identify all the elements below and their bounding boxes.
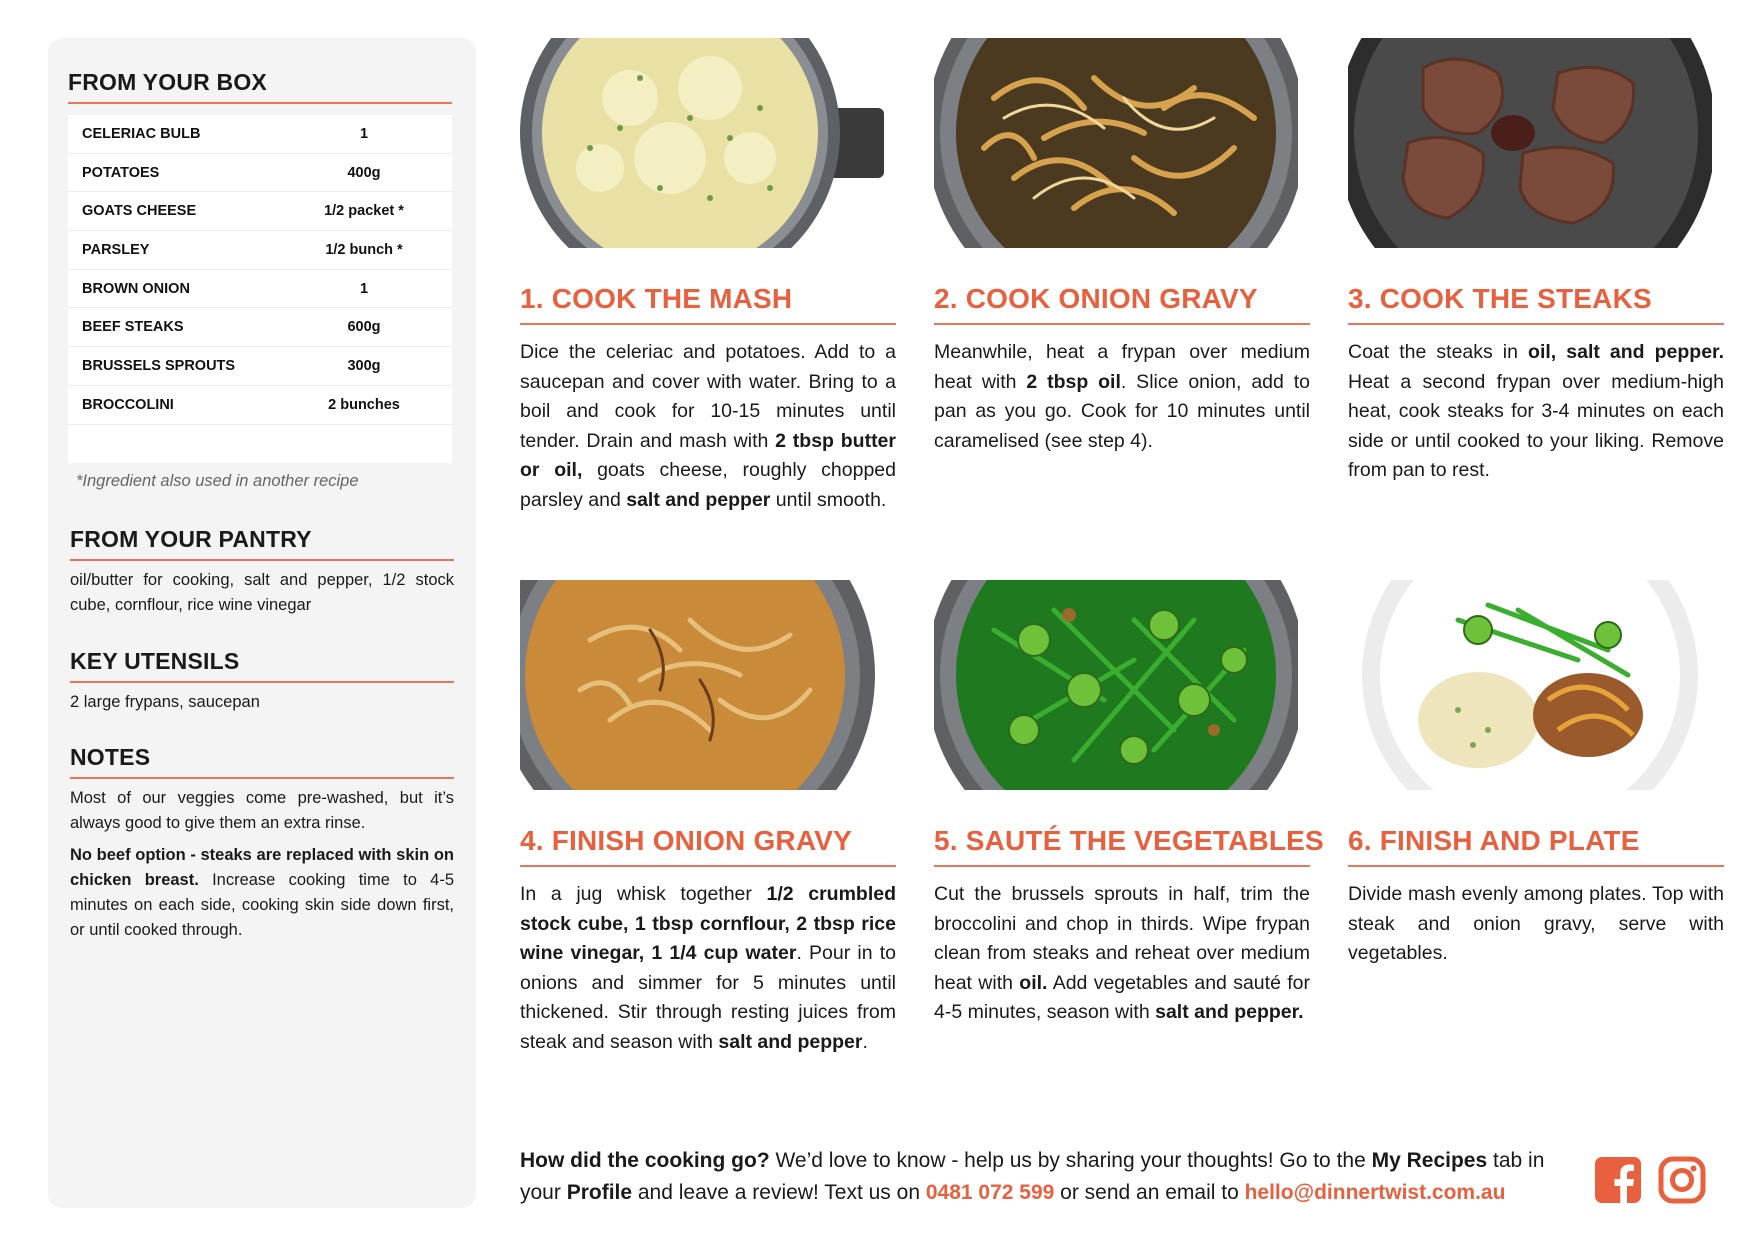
step-2 bbox=[934, 38, 1310, 452]
gravy-pan-image bbox=[520, 580, 884, 790]
mash-pan-image bbox=[520, 38, 884, 248]
ingredient-qty: 1/2 bunch * bbox=[325, 241, 403, 258]
step-4-photo bbox=[520, 580, 884, 790]
ingredient-qty: 400g bbox=[347, 164, 381, 181]
ingredient-row bbox=[68, 154, 452, 193]
ingredient-qty: 300g bbox=[347, 357, 381, 374]
step-text-bold: 1/2 crumbled stock cube, 1 tbsp cornflour, 2 tbsp rice wine vinegar, 1 1/4 cup water bbox=[520, 883, 896, 964]
ingredient-qty: 1 bbox=[359, 280, 369, 297]
my-recipes-label: My Recipes bbox=[1371, 1149, 1488, 1172]
step-text-span: Add vegetables and sauté for 4-5 minutes, season with bbox=[934, 971, 1310, 1023]
ingredient-name: POTATOES bbox=[82, 164, 160, 181]
step-text-span: . bbox=[862, 1030, 868, 1053]
step-text-span: Dice the celeriac and potatoes. Add to a saucepan and cover with water. Bring to a boil and cook for 10-15 minutes until tender. Drain and mash with bbox=[520, 341, 896, 452]
step-3-text bbox=[1348, 338, 1724, 486]
step-text-span: Cut the brussels sprouts in half, trim the broccolini and chop in thirds. Wipe frypan clean from steaks and reheat over medium heat with bbox=[934, 883, 1310, 994]
step-4-rule bbox=[520, 865, 896, 867]
ingredient-qty: 2 bunches bbox=[328, 396, 400, 413]
feedback-footer bbox=[520, 1145, 1590, 1209]
ingredient-name: PARSLEY bbox=[82, 241, 150, 258]
step-3-title: 3. COOK THE STEAKS bbox=[1348, 283, 1652, 314]
plated-dish-image bbox=[1348, 580, 1712, 790]
footer-text-2: tab in your bbox=[520, 1149, 1545, 1204]
step-text-bold: salt and pepper bbox=[626, 488, 771, 511]
step-text-span: Heat a second frypan over medium-high heat, cook steaks for 3-4 minutes on each side or until cooked to your liking. Remove from pan to rest. bbox=[1348, 370, 1724, 481]
step-text-span: until smooth. bbox=[770, 488, 887, 511]
ingredient-row bbox=[68, 270, 452, 309]
footer-text-1: We’d love to know - help us by sharing your thoughts! Go to the bbox=[769, 1149, 1372, 1172]
ingredient-footnote: *Ingredient also used in another recipe bbox=[76, 472, 359, 490]
step-text-span: . Slice onion, add to pan as you go. Cook for 10 minutes until caramelised (see step 4). bbox=[934, 370, 1310, 452]
step-2-title: 2. COOK ONION GRAVY bbox=[934, 283, 1258, 314]
utensils-heading-rule bbox=[70, 681, 454, 683]
step-4 bbox=[520, 580, 896, 1053]
ingredient-name: CELERIAC BULB bbox=[82, 125, 201, 142]
notes-no-beef-rest: Increase cooking time to 4-5 minutes on each side, cooking skin side down first, or until cooked through. bbox=[70, 871, 455, 939]
onion-pan-image bbox=[934, 38, 1298, 248]
step-text-bold: 2 tbsp oil bbox=[1026, 370, 1121, 393]
step-text-span: goats cheese, roughly chopped parsley and bbox=[520, 459, 896, 511]
step-6-rule bbox=[1348, 865, 1724, 867]
footer-question: How did the cooking go? bbox=[520, 1149, 770, 1172]
pantry-heading-rule bbox=[70, 559, 454, 561]
step-4-title: 4. FINISH ONION GRAVY bbox=[520, 825, 852, 856]
step-text-span: Meanwhile, heat a frypan over medium heat with bbox=[934, 341, 1310, 393]
step-6-photo bbox=[1348, 580, 1712, 790]
ingredient-name: BROCCOLINI bbox=[82, 396, 174, 413]
notes-heading-rule bbox=[70, 777, 454, 779]
step-6-text bbox=[1348, 880, 1724, 969]
step-text-span: . Pour in to onions and simmer for 5 minutes until thickened. Stir through resting juices from steak and season with bbox=[520, 942, 896, 1053]
step-5-title: 5. SAUTÉ THE VEGETABLES bbox=[934, 825, 1324, 856]
step-6-title: 6. FINISH AND PLATE bbox=[1348, 825, 1640, 856]
notes-no-beef-option bbox=[70, 843, 454, 943]
step-3-photo bbox=[1348, 38, 1712, 248]
profile-label: Profile bbox=[566, 1181, 633, 1204]
step-1-title: 1. COOK THE MASH bbox=[520, 283, 793, 314]
ingredient-name: BRUSSELS SPROUTS bbox=[82, 357, 236, 374]
step-text-bold: oil, salt and pepper. bbox=[1528, 341, 1724, 363]
step-3-rule bbox=[1348, 323, 1724, 325]
ingredients-sidebar bbox=[48, 38, 476, 1208]
instagram-icon[interactable] bbox=[1658, 1156, 1706, 1204]
ingredient-row bbox=[68, 386, 452, 425]
step-text-bold: oil. bbox=[1019, 971, 1048, 994]
step-text-span: In a jug whisk together bbox=[520, 883, 767, 905]
from-your-pantry-heading: FROM YOUR PANTRY bbox=[70, 526, 312, 552]
footer-text-4: or send an email to bbox=[1054, 1181, 1245, 1204]
ingredient-name: GOATS CHEESE bbox=[82, 203, 197, 220]
pantry-text: oil/butter for cooking, salt and pepper, 1/2 stock cube, cornflour, rice wine vinegar bbox=[70, 571, 454, 614]
facebook-icon[interactable] bbox=[1594, 1156, 1642, 1204]
notes-no-beef-bold: No beef option - steaks are replaced with skin on chicken breast. bbox=[70, 846, 454, 889]
step-text-bold: 2 tbsp butter or oil, bbox=[520, 429, 896, 481]
step-1-rule bbox=[520, 323, 896, 325]
step-1 bbox=[520, 38, 896, 511]
step-2-rule bbox=[934, 323, 1310, 325]
step-5-text bbox=[934, 880, 1310, 1028]
phone-number[interactable]: 0481 072 599 bbox=[925, 1181, 1055, 1204]
ingredient-row bbox=[68, 308, 452, 347]
ingredient-qty: 600g bbox=[347, 319, 381, 336]
vegetables-pan-image bbox=[934, 580, 1298, 790]
ingredient-row bbox=[68, 231, 452, 270]
key-utensils-heading: KEY UTENSILS bbox=[70, 648, 240, 674]
step-text-bold: salt and pepper bbox=[718, 1030, 863, 1053]
ingredient-row bbox=[68, 192, 452, 231]
step-text-span: Coat the steaks in bbox=[1348, 341, 1529, 363]
from-your-box-heading: FROM YOUR BOX bbox=[68, 69, 267, 95]
step-5-photo bbox=[934, 580, 1298, 790]
step-text-bold: salt and pepper. bbox=[1155, 1001, 1304, 1023]
ingredient-row bbox=[68, 347, 452, 386]
notes-heading: NOTES bbox=[70, 744, 151, 770]
step-3 bbox=[1348, 38, 1724, 481]
ingredient-row bbox=[68, 115, 452, 154]
step-5-rule bbox=[934, 865, 1310, 867]
ingredient-name: BEEF STEAKS bbox=[82, 319, 184, 336]
box-heading-rule bbox=[68, 102, 452, 104]
ingredients-table bbox=[68, 115, 452, 463]
step-5 bbox=[934, 580, 1324, 1023]
step-1-text bbox=[520, 338, 896, 515]
step-text-span: Divide mash evenly among plates. Top with steak and onion gravy, serve with vegetables. bbox=[1348, 883, 1724, 964]
step-2-photo bbox=[934, 38, 1298, 248]
step-6 bbox=[1348, 580, 1724, 964]
email-link[interactable]: hello@dinnertwist.com.au bbox=[1244, 1181, 1506, 1204]
step-2-text bbox=[934, 338, 1310, 456]
steaks-pan-image bbox=[1348, 38, 1712, 248]
step-4-text bbox=[520, 880, 896, 1057]
notes-text: Most of our veggies come pre-washed, but it’s always good to give them an extra rinse. bbox=[70, 789, 454, 832]
ingredient-qty: 1 bbox=[359, 125, 369, 142]
step-1-photo bbox=[520, 38, 884, 248]
ingredient-qty: 1/2 packet * bbox=[324, 203, 404, 220]
footer-text-3: and leave a review! Text us on bbox=[632, 1181, 926, 1204]
utensils-text: 2 large frypans, saucepan bbox=[70, 693, 260, 711]
ingredient-name: BROWN ONION bbox=[82, 280, 190, 297]
